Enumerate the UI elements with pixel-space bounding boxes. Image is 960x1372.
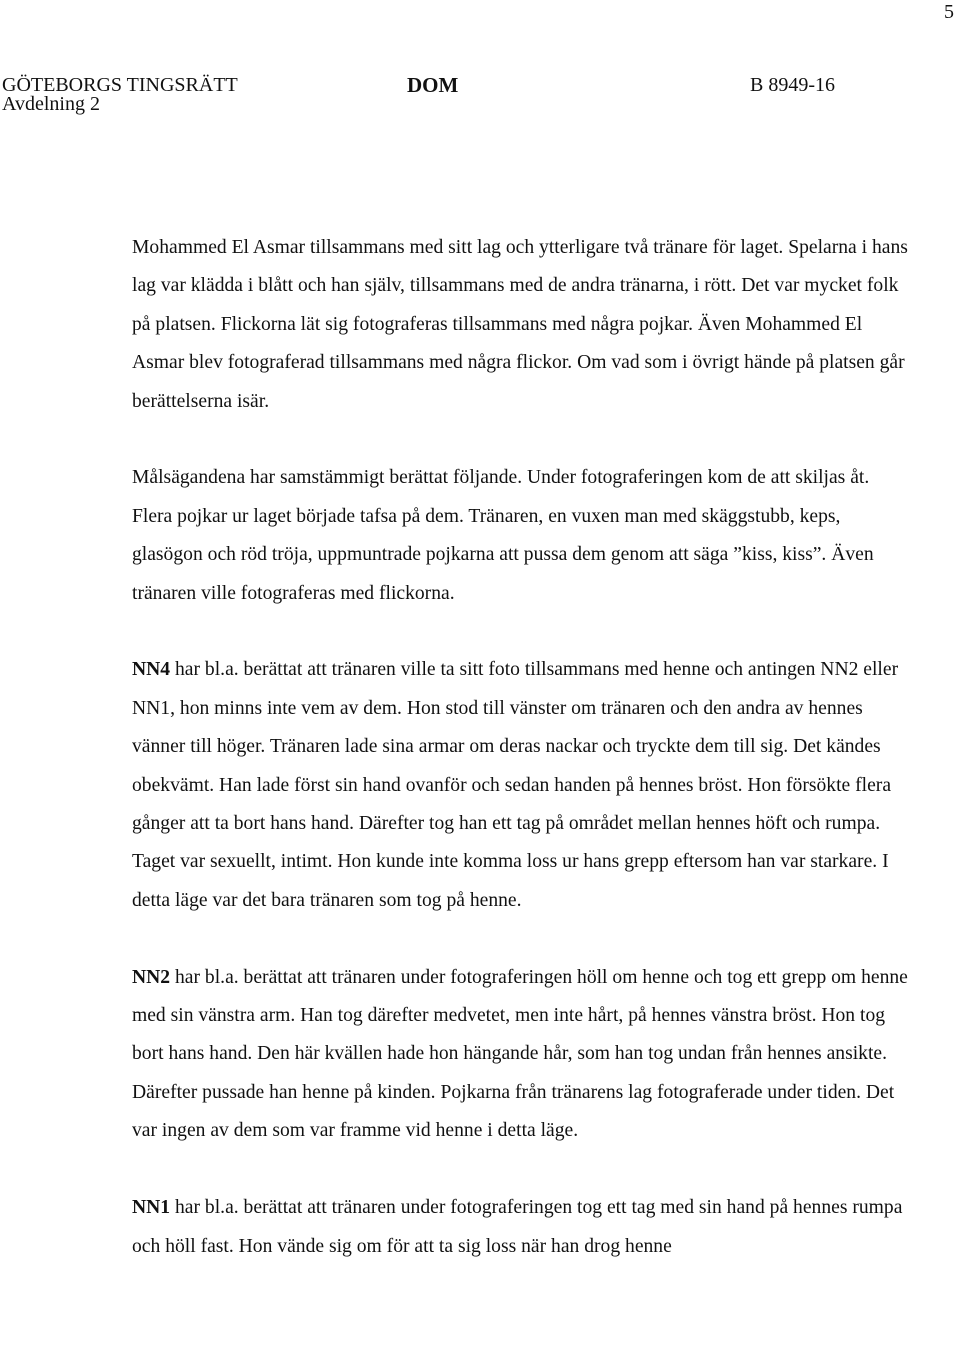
- paragraph-text: har bl.a. berättat att tränaren under fotograferingen tog ett tag med sin hand på hennes rumpa och höll fast. Hon vände sig om för att ta sig loss när han drog henne: [132, 1197, 903, 1257]
- page-number: 5: [944, 1, 954, 23]
- paragraph: [132, 1189, 912, 1266]
- document-header: [2, 72, 842, 98]
- paragraph: [132, 651, 912, 920]
- paragraph-text: har bl.a. berättat att tränaren under fotograferingen höll om henne och tog ett grepp om henne med sin vänstra arm. Han tog därefter medvetet, men inte hårt, på hennes vänstra bröst. Hon tog bort hans hand. Den här kvällen hade hon hängande hår, som han tog undan från hennes ansikte. Därefter pussade han henne på kinden. Pojkarna från tränarens lag fotograferade under tiden. Det var ingen av dem som var framme vid henne i detta läge.: [132, 966, 908, 1142]
- paragraph: [132, 229, 912, 421]
- document-type: DOM: [407, 73, 459, 97]
- paragraph-text: Mohammed El Asmar tillsammans med sitt lag och ytterligare två tränare för laget. Spelarna i hans lag var klädda i blått och han själv, tillsammans med de andra tränarna, i rött. Det var mycket folk på platsen. Flickorna lät sig fotograferas tillsammans med några pojkar. Även Mohammed El Asmar blev fotograferad tillsammans med några flickor. Om vad som i övrigt hände på platsen går berättelserna isär.: [132, 237, 908, 412]
- paragraph: [132, 959, 912, 1151]
- paragraph: [132, 459, 912, 613]
- case-number: B 8949-16: [750, 74, 835, 96]
- paragraph-text: Målsägandena har samstämmigt berättat följande. Under fotograferingen kom de att skiljas åt. Flera pojkar ur laget började tafsa på dem. Tränaren, en vuxen man med skäggstubb, keps, glasögon och röd tröja, uppmuntrade pojkarna att pussa dem genom att säga ”kiss, kiss”. Även tränaren ville fotograferas med flickorna.: [132, 467, 874, 604]
- document-body: [132, 229, 912, 1304]
- court-division: Avdelning 2: [2, 93, 100, 115]
- court-name: GÖTEBORGS TINGSRÄTT: [2, 74, 238, 96]
- speaker-label: NN2: [132, 966, 171, 988]
- paragraph-text: har bl.a. berättat att tränaren ville ta sitt foto tillsammans med henne och antingen NN2 eller NN1, hon minns inte vem av dem. Hon stod till vänster om tränaren och den andra av hennes vänner till höger. Tränaren lade sina armar om deras nackar och tryckte dem till sig. Det kändes obekvämt. Han lade först sin hand ovanför och sedan handen på hennes bröst. Hon försökte flera gånger att ta bort hans hand. Därefter tog han ett tag på området mellan hennes höft och rumpa. Taget var sexuellt, intimt. Hon kunde inte komma loss ur hans grepp eftersom han var starkare. I detta läge var det bara tränaren som tog på henne.: [132, 659, 899, 911]
- speaker-label: NN4: [132, 659, 171, 681]
- speaker-label: NN1: [132, 1197, 171, 1219]
